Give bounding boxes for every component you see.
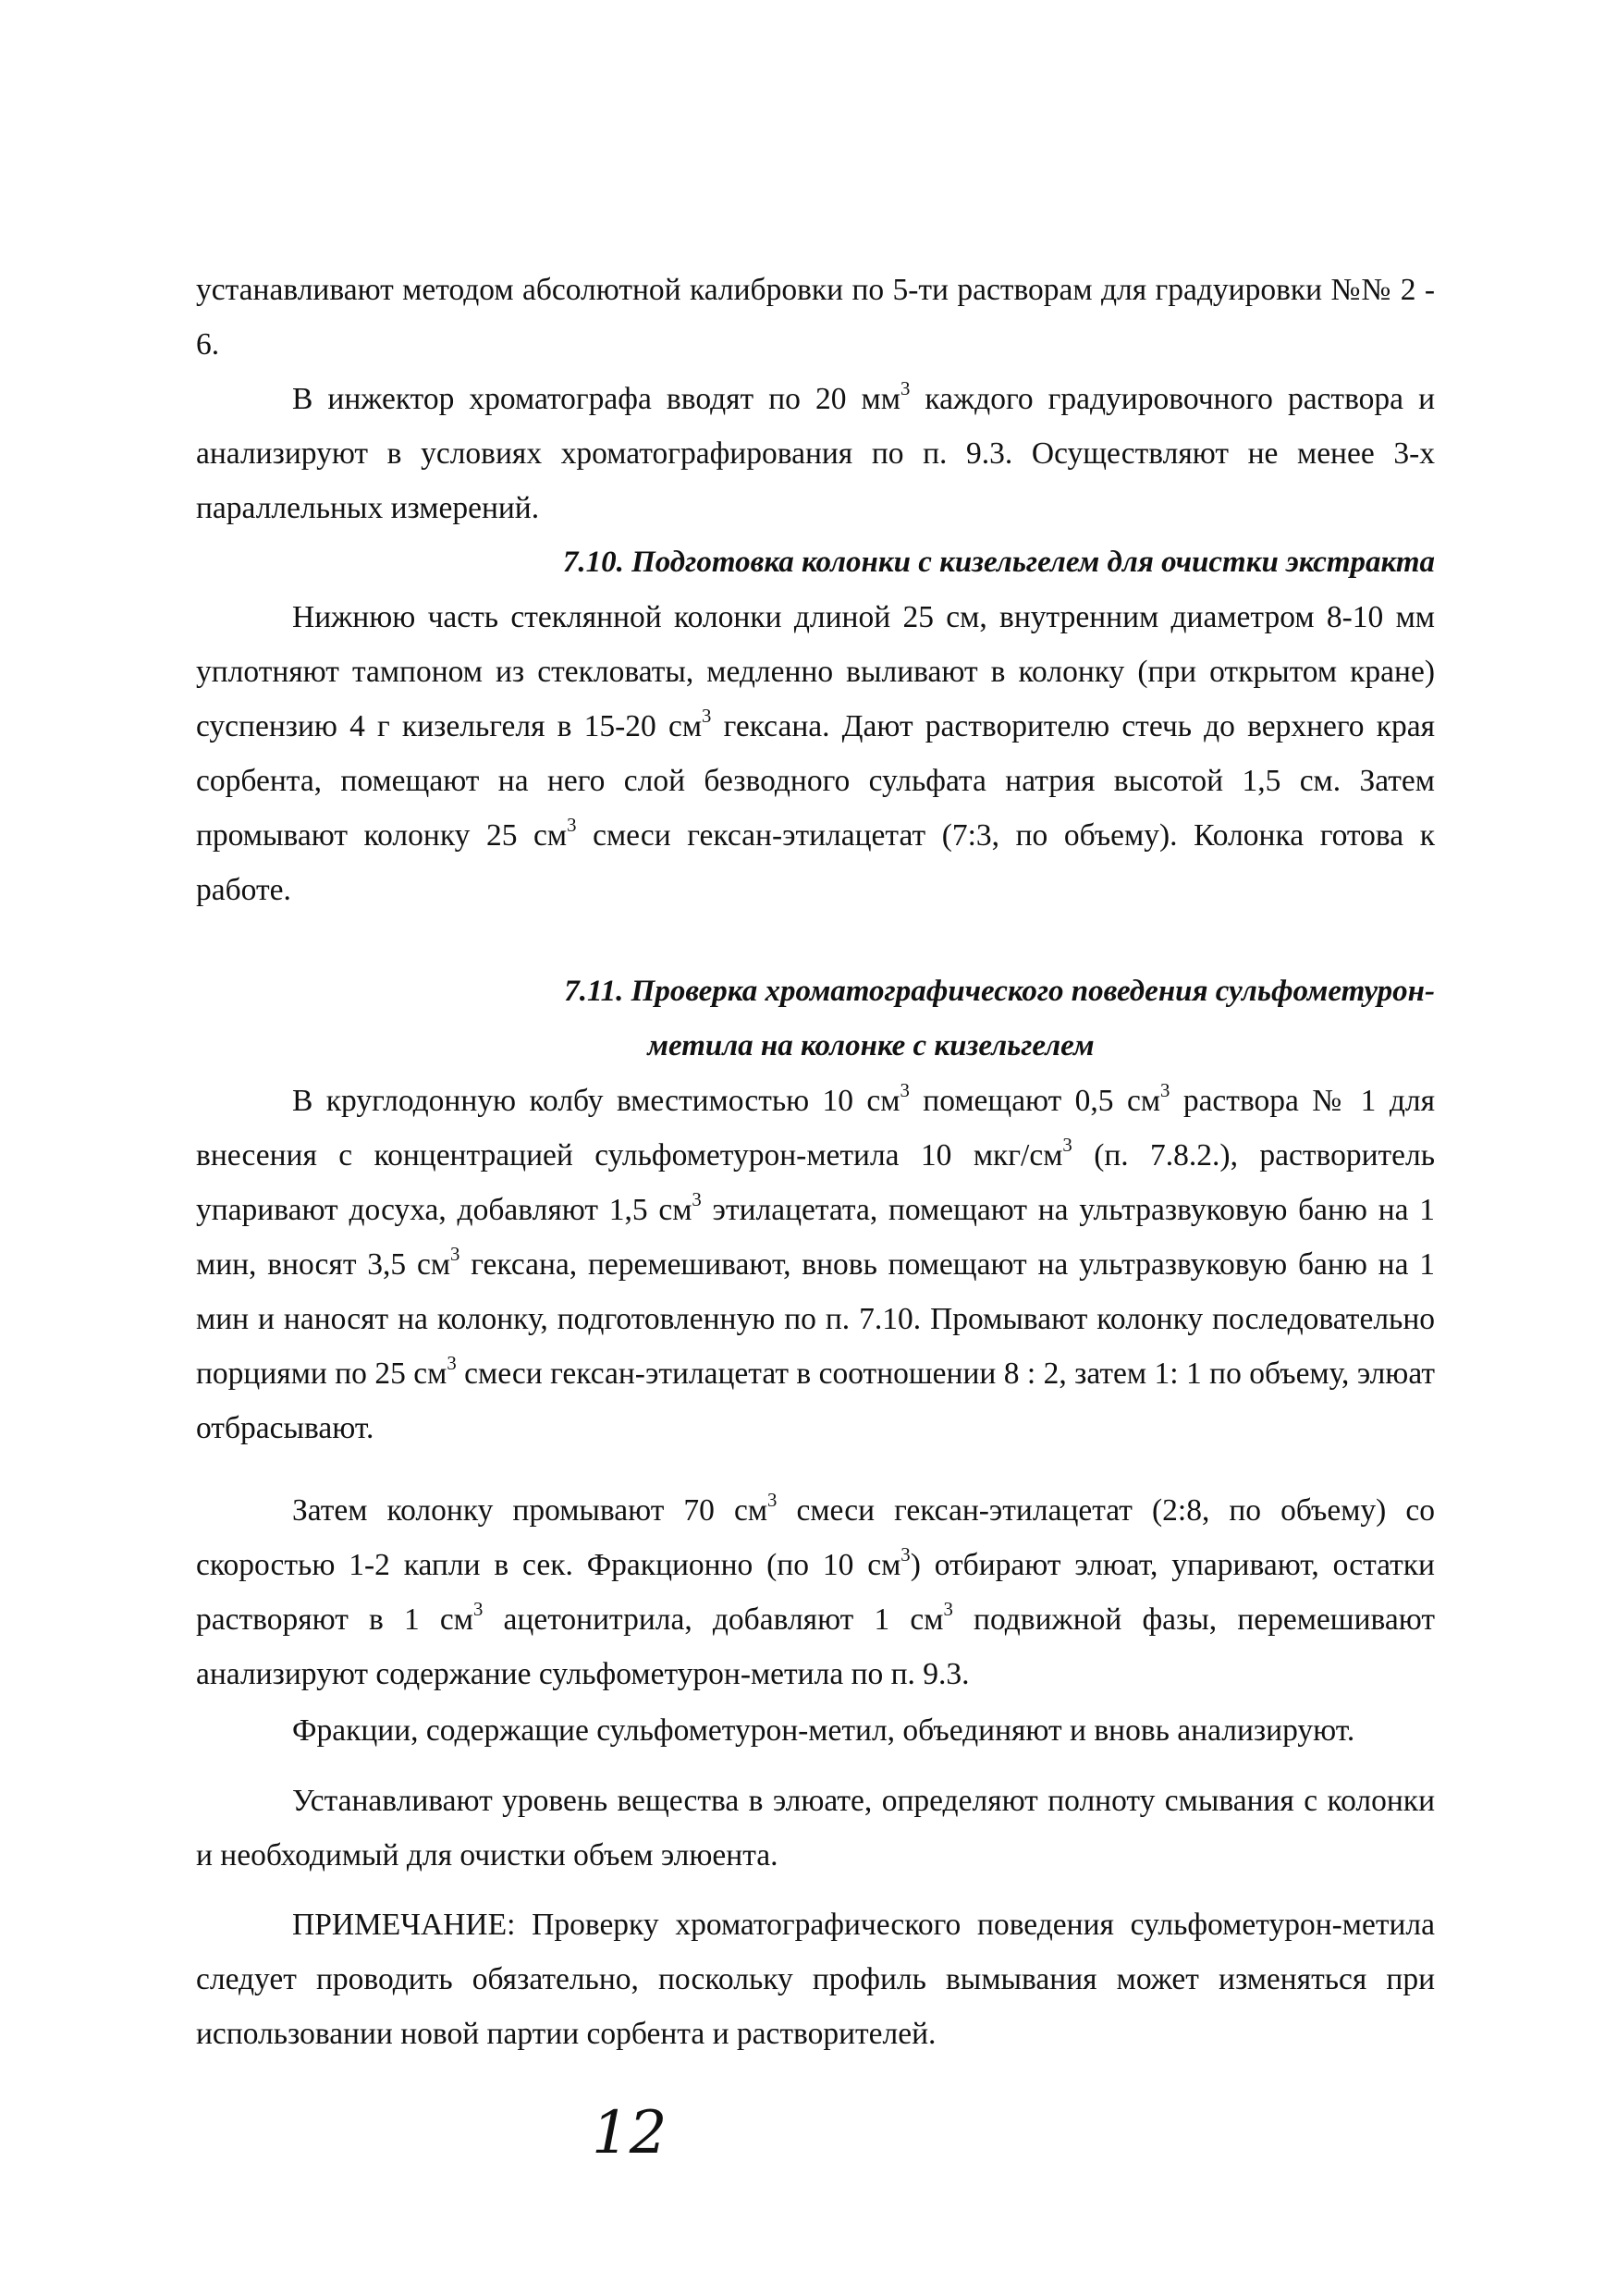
page-number: 12 (592, 2099, 668, 2167)
note-block (196, 1897, 1435, 2061)
section-7-11-title-line1: 7.11. Проверка хроматографического поведения сульфометурон- (564, 975, 1435, 1008)
section-7-11-paragraph-3: Фракции, содержащие сульфометурон-метил, объединяют и вновь анализируют. (292, 1713, 1355, 1748)
note-paragraph: ПРИМЕЧАНИЕ: Проверку хроматографического поведения сульфометурон-метила следует проводить обязательно, поскольку профиль вымывания может изменяться при использовании новой партии сорбента и растворителей. (196, 1908, 1435, 2051)
text-block-top (196, 263, 1435, 917)
section-7-11-body-3 (196, 1703, 1435, 1758)
section-7-10-paragraph: Нижнюю часть стеклянной колонки длиной 25 см, внутренним диаметром 8-10 мм уплотняют тампоном из стекловаты, медленно выливают в колонку (при открытом кране) суспензию 4 г кизельгеля в 15-20 $см^3$ гексана. Дают растворителю стечь до верхнего края сорбента, помещают на него слой безводного сульфата натрия высотой 1,5 см. Затем промывают колонку 25 $см^3$ смеси гексан-этилацетат (7:3, по объему). Колонка готова к работе. (196, 600, 1435, 907)
continuation-paragraph: устанавливают методом абсолютной калибровки по 5-ти растворам для градуировки №№ 2 - 6. (196, 273, 1435, 362)
section-7-11-paragraph-1: В круглодонную колбу вместимостью 10 $см^3$ помещают 0,5 $см^3$ раствора № 1 для внесения с концентрацией сульфометурон-метила 10 мкг/$см^3$ (п. 7.8.2.), растворитель упаривают досуха, добавляют 1,5 $см^3$ этилацетата, помещают на ультразвуковую баню на 1 мин, вносят 3,5 $см^3$ гексана, перемешивают, вновь помещают на ультразвуковую баню на 1 мин и наносят на колонку, подготовленную по п. 7.10. Промывают колонку последовательно порциями по 25 $см^3$ смеси гексан-этилацетат в соотношении 8 : 2, затем 1: 1 по объему, элюат отбрасывают. (196, 1080, 1435, 1445)
section-7-11-title-line2: метила на колонке с кизельгелем (647, 1029, 1095, 1062)
section-7-10-title: 7.10. Подготовка колонки с кизельгелем для очистки экстракта (562, 546, 1435, 579)
section-7-11-heading (196, 964, 1435, 1074)
section-7-11-body-2 (196, 1483, 1435, 1701)
section-7-11-body (196, 1074, 1435, 1455)
section-7-11-paragraph-2: Затем колонку промывают 70 $см^3$ смеси гексан-этилацетат (2:8, по объему) со скоростью 1-2 капли в сек. Фракционно (по 10 $см^3$) отбирают элюат, упаривают, остатки растворяют в 1 $см^3$ ацетонитрила, добавляют 1 $см^3$ подвижной фазы, перемешивают анализируют содержание сульфометурон-метила по п. 9.3. (196, 1490, 1435, 1691)
section-7-11-body-4 (196, 1774, 1435, 1883)
section-7-11-paragraph-4: Устанавливают уровень вещества в элюате, определяют полноту смывания с колонки и необходимый для очистки объем элюента. (196, 1784, 1435, 1872)
inject-paragraph: В инжектор хроматографа вводят по 20 $мм^3$ каждого градуировочного раствора и анализируют в условиях хроматографирования по п. 9.3. Осуществляют не менее 3-х параллельных измерений. (196, 378, 1436, 525)
